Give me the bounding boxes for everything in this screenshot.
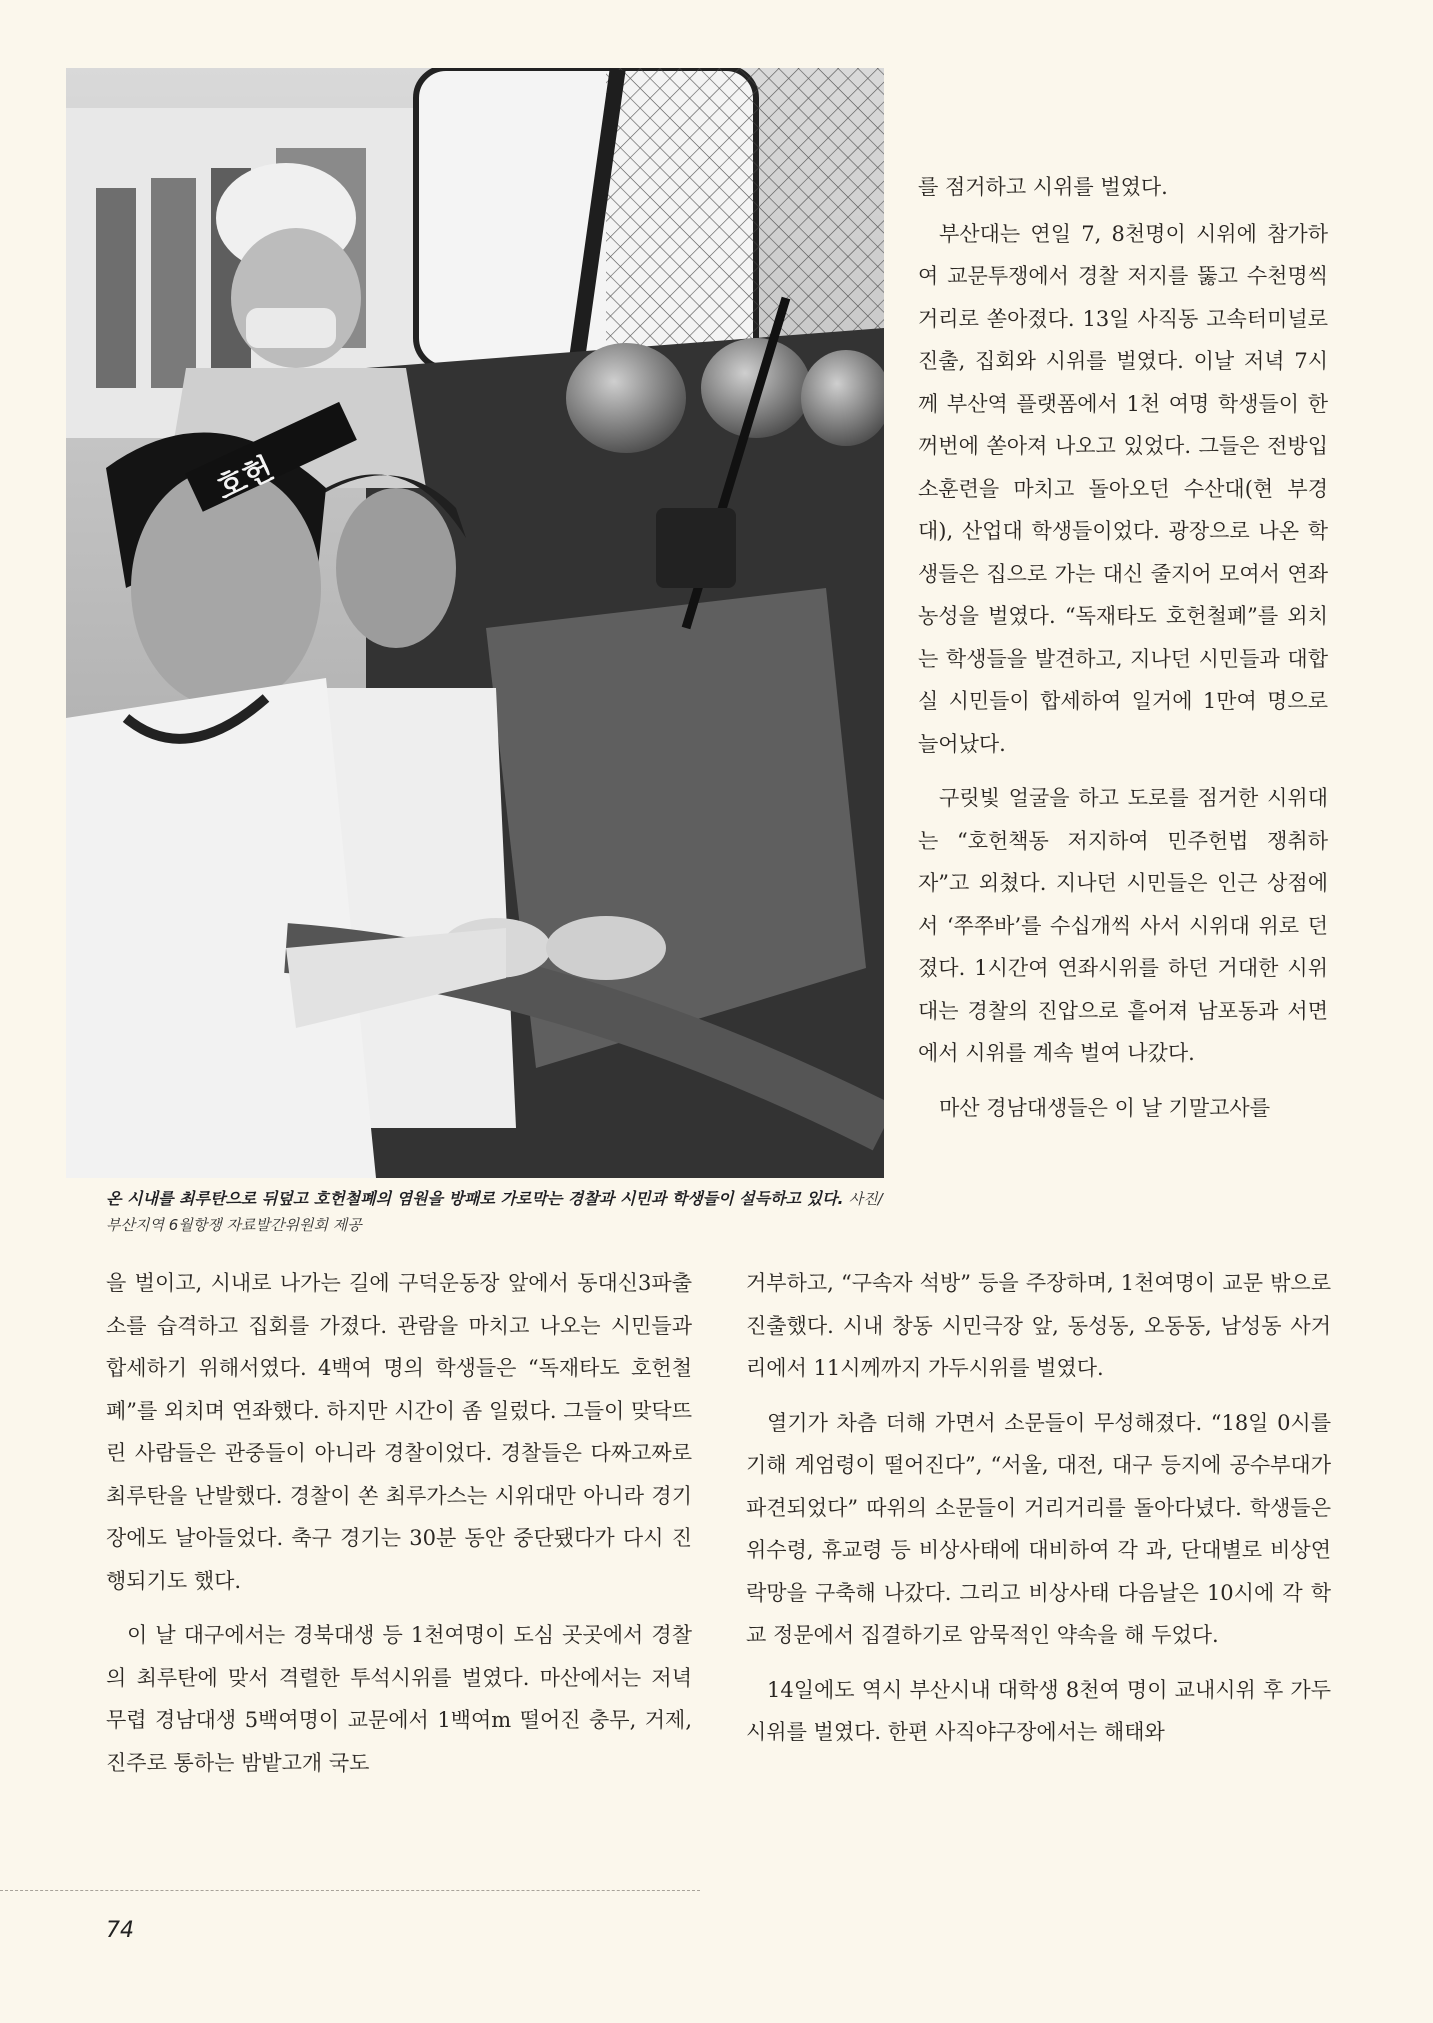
protest-photo [66,68,884,1178]
paragraph: 거부하고, “구속자 석방” 등을 주장하며, 1천여명이 교문 밖으로 진출했다. 시내 창동 시민극장 앞, 동성동, 오동동, 남성동 사거리에서 11시께까지 가두시위를 벌였다. [746,1271,1331,1380]
photo-caption [106,1186,896,1238]
bottom-left-text-column [106,1262,692,1784]
paragraph: 부산대는 연일 7, 8천명이 시위에 참가하여 교문투쟁에서 경찰 저지를 뚫고 수천명씩 거리로 쏟아졌다. 13일 사직동 고속터미널로 진출, 집회와 시위를 벌였다. 이날 저녁 7시께 부산역 플랫폼에서 1천 여명 학생들이 한꺼번에 쏟아져 나오고 있었다. 그들은 전방입소훈련을 마치고 돌아오던 수산대(현 부경대), 산업대 학생들이었다. 광장으로 나온 학생들은 집으로 가는 대신 줄지어 모여서 연좌 농성을 벌였다. “독재타도 호헌철폐”를 외치는 학생들을 발견하고, 지나던 시민들과 대합실 시민들이 합세하여 일거에 1만여 명으로 늘어났다. [918,221,1328,756]
photo-credit: 사진/ 부산지역 6월항쟁 자료발간위원회 제공 [106,1190,883,1234]
paragraph: 열기가 차츰 더해 가면서 소문들이 무성해졌다. “18일 0시를 기해 계엄령이 떨어진다”, “서울, 대전, 대구 등지에 공수부대가 파견되었다” 따위의 소문들이 거리거리를 돌아다녔다. 학생들은 위수령, 휴교령 등 비상사태에 대비하여 각 과, 단대별로 비상연락망을 구축해 나갔다. 그리고 비상사태 다음날은 10시에 각 학교 정문에서 집결하기로 암묵적인 약속을 해 두었다. [746,1410,1331,1647]
paragraph: 이 날 대구에서는 경북대생 등 1천여명이 도심 곳곳에서 경찰의 최루탄에 맞서 격렬한 투석시위를 벌였다. 마산에서는 저녁 무렵 경남대생 5백여명이 교문에서 1백여m 떨어진 충무, 거제, 진주로 통하는 밤밭고개 국도 [106,1623,692,1775]
bottom-right-text-column [746,1262,1331,1754]
caption-text: 온 시내를 최루탄으로 뒤덮고 호헌철폐의 염원을 방패로 가로막는 경찰과 시민과 학생들이 설득하고 있다. [106,1189,844,1208]
protest-photo-illustration [66,68,884,1178]
paragraph: 14일에도 역시 부산시내 대학생 8천여 명이 교내시위 후 가두시위를 벌였다. 한편 사직야구장에서는 해태와 [746,1677,1331,1744]
paragraph: 을 벌이고, 시내로 나가는 길에 구덕운동장 앞에서 동대신3파출소를 습격하고 집회를 가졌다. 관람을 마치고 나오는 시민들과 합세하기 위해서였다. 4백여 명의 학생들은 “독재타도 호헌철폐”를 외치며 연좌했다. 하지만 시간이 좀 일렀다. 그들이 맞닥뜨린 사람들은 관중들이 아니라 경찰이었다. 경찰들은 다짜고짜로 최루탄을 난발했다. 경찰이 쏜 최루가스는 시위대만 아니라 경기장에도 날아들었다. 축구 경기는 30분 동안 중단됐다가 다시 진행되기도 했다. [106,1271,692,1593]
page-number: 74 [106,1918,134,1943]
headband-text: 호헌 [211,450,279,507]
paragraph: 를 점거하고 시위를 벌였다. [918,175,1168,199]
footer-divider [0,1890,700,1891]
paragraph: 마산 경남대생들은 이 날 기말고사를 [939,1095,1270,1120]
paragraph: 구릿빛 얼굴을 하고 도로를 점거한 시위대는 “호헌책동 저지하여 민주헌법 쟁취하자”고 외쳤다. 지나던 시민들은 인근 상점에서 ‘쭈쭈바’를 수십개씩 사서 시위대 위로 던졌다. 1시간여 연좌시위를 하던 거대한 시위대는 경찰의 진압으로 흩어져 남포동과 서면에서 시위를 계속 벌여 나갔다. [918,786,1328,1065]
right-text-column [918,166,1328,1129]
